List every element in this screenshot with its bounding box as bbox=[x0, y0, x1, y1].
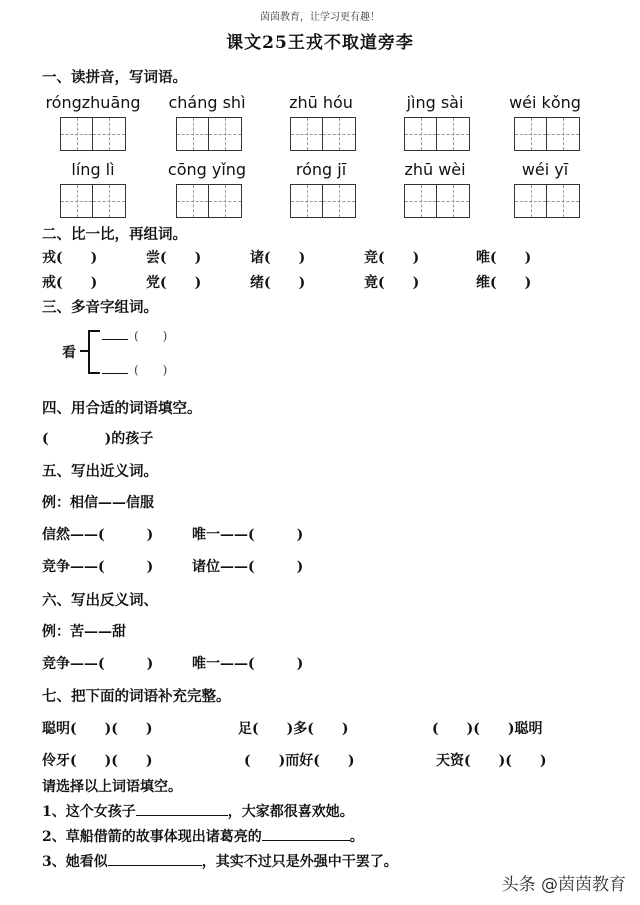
tianzige-1-2[interactable] bbox=[176, 117, 242, 151]
tianzige-2-3[interactable] bbox=[290, 184, 356, 218]
synonym-item-2[interactable]: 唯一——( ) bbox=[192, 527, 304, 543]
compare-1-1[interactable]: 戎( ) bbox=[42, 250, 98, 266]
pinyin-1-4: jìng sài bbox=[406, 93, 464, 112]
idiom-2-3[interactable]: 天资( )( ) bbox=[436, 753, 547, 769]
compare-1-3[interactable]: 诸( ) bbox=[250, 250, 306, 266]
compare-2-2[interactable]: 党( ) bbox=[146, 275, 202, 291]
section-7-heading: 七、把下面的词语补充完整。 bbox=[42, 688, 231, 705]
compare-2-3[interactable]: 绪( ) bbox=[250, 275, 306, 291]
page-title: 课文25王戎不取道旁李 bbox=[226, 33, 414, 53]
pinyin-1-5: wéi kǒng bbox=[509, 93, 581, 112]
pinyin-2-1: líng lì bbox=[71, 160, 115, 179]
question-3-blank[interactable] bbox=[108, 852, 202, 866]
section-3-heading: 三、多音字组词。 bbox=[42, 299, 158, 316]
question-1-start: 1、这个女孩子 bbox=[42, 804, 136, 820]
question-1 bbox=[42, 801, 354, 821]
polyphone-char: 看 bbox=[62, 345, 76, 361]
section-5-heading: 五、写出近义词。 bbox=[42, 463, 158, 480]
idiom-2-2[interactable]: ( )而好( ) bbox=[244, 753, 355, 769]
idiom-1-1[interactable]: 聪明( )( ) bbox=[42, 721, 153, 737]
antonym-item-2[interactable]: 唯一——( ) bbox=[192, 656, 304, 672]
tianzige-1-3[interactable] bbox=[290, 117, 356, 151]
idiom-1-3[interactable]: ( )( )聪明 bbox=[432, 721, 543, 737]
section-4-heading: 四、用合适的词语填空。 bbox=[42, 400, 202, 417]
tianzige-2-4[interactable] bbox=[404, 184, 470, 218]
antonym-example: 例：苦——甜 bbox=[42, 624, 126, 640]
tianzige-2-2[interactable] bbox=[176, 184, 242, 218]
polyphone-paren-2[interactable]: ( ) bbox=[134, 363, 168, 377]
brace bbox=[88, 330, 100, 374]
question-2-start: 2、草船借箭的故事体现出诸葛亮的 bbox=[42, 829, 262, 845]
section-2-heading: 二、比一比，再组词。 bbox=[42, 226, 187, 243]
pinyin-2-3: róng jī bbox=[295, 160, 347, 179]
synonym-item-1[interactable]: 信然——( ) bbox=[42, 527, 154, 543]
compare-2-5[interactable]: 维( ) bbox=[476, 275, 532, 291]
tianzige-1-4[interactable] bbox=[404, 117, 470, 151]
compare-1-4[interactable]: 竞( ) bbox=[364, 250, 420, 266]
pinyin-2-2: cōng yǐng bbox=[167, 160, 247, 179]
question-3 bbox=[42, 851, 398, 871]
compare-1-5[interactable]: 唯( ) bbox=[476, 250, 532, 266]
idiom-2-1[interactable]: 伶牙( )( ) bbox=[42, 753, 153, 769]
section-1-heading: 一、读拼音，写词语。 bbox=[42, 69, 187, 86]
pinyin-1-1: róngzhuāng bbox=[45, 93, 141, 112]
compare-2-1[interactable]: 戒( ) bbox=[42, 275, 98, 291]
question-2-blank[interactable] bbox=[262, 827, 350, 841]
compare-1-2[interactable]: 尝( ) bbox=[146, 250, 202, 266]
pinyin-1-3: zhū hóu bbox=[289, 93, 353, 112]
section-6-heading: 六、写出反义词、 bbox=[42, 592, 158, 609]
tianzige-2-5[interactable] bbox=[514, 184, 580, 218]
brace-stem bbox=[80, 350, 90, 352]
pinyin-2-5: wéi yī bbox=[521, 160, 569, 179]
question-3-end: ，其实不过只是外强中干罢了。 bbox=[201, 854, 398, 870]
fill-item[interactable]: ( )的孩子 bbox=[42, 431, 154, 447]
question-3-start: 3、她看似 bbox=[42, 854, 108, 870]
compare-2-4[interactable]: 竟( ) bbox=[364, 275, 420, 291]
question-1-blank[interactable] bbox=[136, 802, 228, 816]
select-prompt: 请选择以上词语填空。 bbox=[42, 779, 182, 795]
tianzige-1-5[interactable] bbox=[514, 117, 580, 151]
pinyin-1-2: cháng shì bbox=[168, 93, 246, 112]
polyphone-paren-1[interactable]: ( ) bbox=[134, 329, 168, 343]
question-2 bbox=[42, 826, 364, 846]
synonym-item-3[interactable]: 竞争——( ) bbox=[42, 559, 154, 575]
page-header: 茵茵教育，让学习更有趣！ bbox=[260, 12, 380, 23]
polyphone-blank-2[interactable] bbox=[102, 373, 128, 374]
idiom-1-2[interactable]: 足( )多( ) bbox=[238, 721, 349, 737]
polyphone-blank-1[interactable] bbox=[102, 339, 128, 340]
tianzige-1-1[interactable] bbox=[60, 117, 126, 151]
watermark: 头条 @茵茵教育 bbox=[501, 875, 626, 895]
tianzige-2-1[interactable] bbox=[60, 184, 126, 218]
pinyin-2-4: zhū wèi bbox=[404, 160, 466, 179]
synonym-item-4[interactable]: 诸位——( ) bbox=[192, 559, 304, 575]
question-1-end: ，大家都很喜欢她。 bbox=[227, 804, 354, 820]
question-2-end: 。 bbox=[349, 829, 364, 845]
synonym-example: 例：相信——信服 bbox=[42, 495, 154, 511]
antonym-item-1[interactable]: 竞争——( ) bbox=[42, 656, 154, 672]
